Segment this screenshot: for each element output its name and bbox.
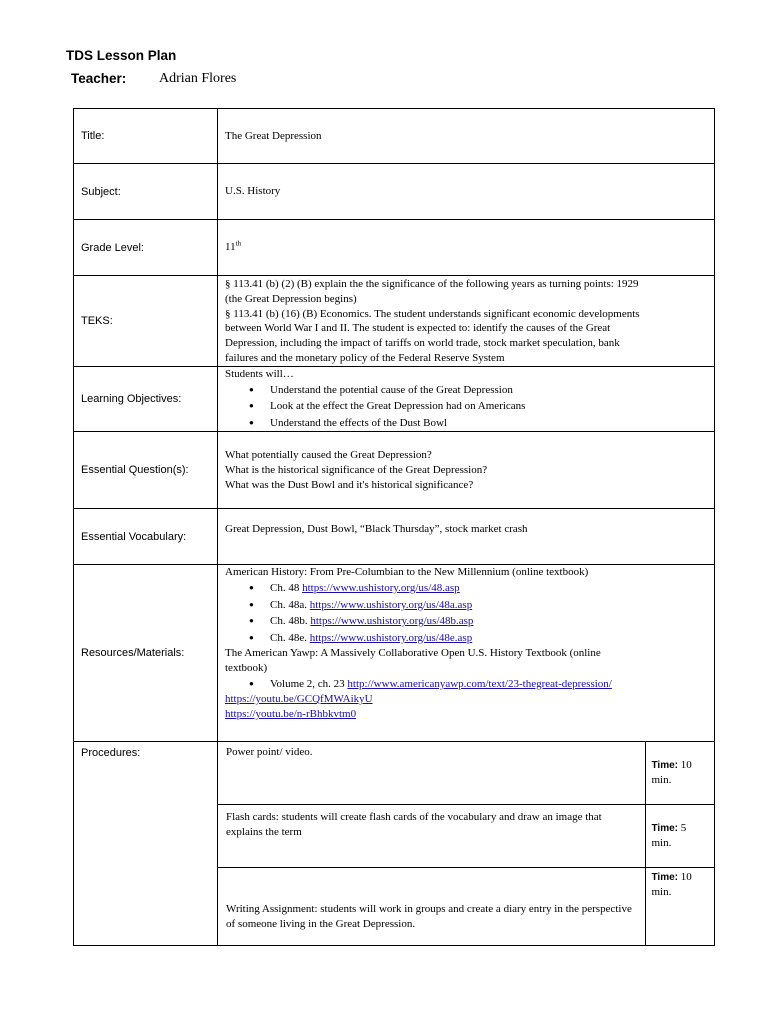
time-unit: min. <box>651 885 672 898</box>
row-teks <box>74 276 715 367</box>
title-value: The Great Depression <box>218 109 715 164</box>
resource-book-2: The American Yawp: A Massively Collaborative Open U.S. History Textbook (online <box>225 647 601 660</box>
document-title: TDS Lesson Plan <box>66 48 177 63</box>
lesson-plan-table <box>73 108 715 946</box>
chapter-item: ● Ch. 48b. https://www.ushistory.org/us/48b.asp <box>270 613 707 630</box>
questions-label: Essential Question(s): <box>74 432 218 509</box>
chapter-item: ● Ch. 48a. https://www.ushistory.org/us/48a.asp <box>270 597 707 614</box>
procedures-label: Procedures: <box>74 742 218 946</box>
procedure-time <box>645 867 715 945</box>
subject-value: U.S. History <box>218 164 715 220</box>
procedure-text: Flash cards: students will create flash cards of the vocabulary and draw an image that explains the term <box>218 804 645 867</box>
procedure-time <box>645 804 715 867</box>
chapter-link[interactable]: https://www.ushistory.org/us/48.asp <box>302 582 460 595</box>
title-label: Title: <box>74 109 218 164</box>
vocabulary-value: Great Depression, Dust Bowl, “Black Thursday”, stock market crash <box>218 509 715 565</box>
procedure-row <box>218 867 715 945</box>
objective-item: ● Understand the potential cause of the Great Depression <box>270 382 707 399</box>
chapter-link[interactable]: https://www.ushistory.org/us/48a.asp <box>309 598 473 611</box>
row-essential-questions <box>74 432 715 509</box>
chapter-item: ● Ch. 48e. https://www.ushistory.org/us/48e.asp <box>270 630 707 647</box>
row-subject <box>74 164 715 220</box>
row-grade-level <box>74 220 715 276</box>
objective-item: ● Understand the effects of the Dust Bowl <box>270 415 707 432</box>
teks-line: between World War I and II. The student is expected to: identify the causes of the Great <box>225 322 611 335</box>
time-unit: min. <box>651 836 672 849</box>
teks-line: Depression, including the impact of tariffs on world trade, stock market speculation, bank <box>225 337 620 350</box>
procedure-time <box>645 742 715 804</box>
volume-link[interactable]: http://www.americanyawp.com/text/23-thegreat-depression/ <box>347 677 612 690</box>
question-line: What is the historical significance of the Great Depression? <box>225 463 488 476</box>
teacher-name: Adrian Flores <box>159 71 237 86</box>
subject-label: Subject: <box>74 164 218 220</box>
procedure-row <box>218 804 715 867</box>
objectives-label: Learning Objectives: <box>74 367 218 432</box>
chapter-list <box>225 580 707 646</box>
procedure-row <box>218 742 715 804</box>
teks-value <box>218 276 715 367</box>
grade-number: 11 <box>225 241 236 254</box>
grade-label: Grade Level: <box>74 220 218 276</box>
volume-list <box>225 676 707 693</box>
teks-line: § 113.41 (b) (16) (B) Economics. The student understands significant economic developments <box>225 307 640 320</box>
teks-line: § 113.41 (b) (2) (B) explain the the significance of the following years as turning points: 1929 <box>225 278 639 290</box>
objective-item: ● Look at the effect the Great Depression had on Americans <box>270 398 707 415</box>
time-label: Time: <box>651 760 678 772</box>
chapter-item: ● Ch. 48 https://www.ushistory.org/us/48.asp <box>270 580 707 597</box>
chapter-link[interactable]: https://www.ushistory.org/us/48e.asp <box>309 631 473 644</box>
grade-ordinal: th <box>235 239 242 248</box>
teacher-label: Teacher: <box>71 71 127 86</box>
row-procedures <box>74 742 715 946</box>
grade-value <box>218 220 715 276</box>
objectives-value <box>218 367 715 432</box>
procedures-table <box>218 742 715 945</box>
row-essential-vocabulary <box>74 509 715 565</box>
row-title <box>74 109 715 164</box>
row-resources-materials <box>74 565 715 742</box>
procedure-text: Power point/ video. <box>226 746 313 759</box>
resources-value <box>218 565 715 742</box>
resources-label: Resources/Materials: <box>74 565 218 742</box>
video-link[interactable]: https://youtu.be/GCQfMWAikyU <box>225 693 373 706</box>
video-link[interactable]: https://youtu.be/n-rBhbkvtm0 <box>225 707 357 720</box>
procedures-cell <box>218 742 715 946</box>
resource-book-1: American History: From Pre-Columbian to the New Millennium (online textbook) <box>225 566 589 579</box>
vocabulary-label: Essential Vocabulary: <box>74 509 218 565</box>
teks-label: TEKS: <box>74 276 218 367</box>
row-learning-objectives <box>74 367 715 432</box>
time-value: 10 <box>680 759 692 772</box>
objectives-list <box>225 382 707 432</box>
volume-item: ● Volume 2, ch. 23 http://www.americanyawp.com/text/23-thegreat-depression/ <box>270 676 707 693</box>
time-label: Time: <box>651 871 678 883</box>
chapter-link[interactable]: https://www.ushistory.org/us/48b.asp <box>310 615 474 628</box>
resource-book-2-cont: textbook) <box>225 661 268 674</box>
procedure-text: Writing Assignment: students will work in groups and create a diary entry in the perspective of someone living in the Great Depression. <box>218 867 645 945</box>
time-unit: min. <box>651 774 672 787</box>
question-line: What was the Dust Bowl and it's historical significance? <box>225 478 474 491</box>
teacher-line <box>71 71 237 86</box>
time-value: 5 <box>680 821 687 834</box>
teks-line: (the Great Depression begins) <box>225 292 357 305</box>
time-value: 10 <box>680 870 692 883</box>
question-line: What potentially caused the Great Depression? <box>225 449 432 462</box>
questions-value <box>218 432 715 509</box>
time-label: Time: <box>651 822 678 834</box>
teks-line: failures and the monetary policy of the Federal Reserve System <box>225 351 505 364</box>
objectives-intro: Students will… <box>225 368 294 380</box>
